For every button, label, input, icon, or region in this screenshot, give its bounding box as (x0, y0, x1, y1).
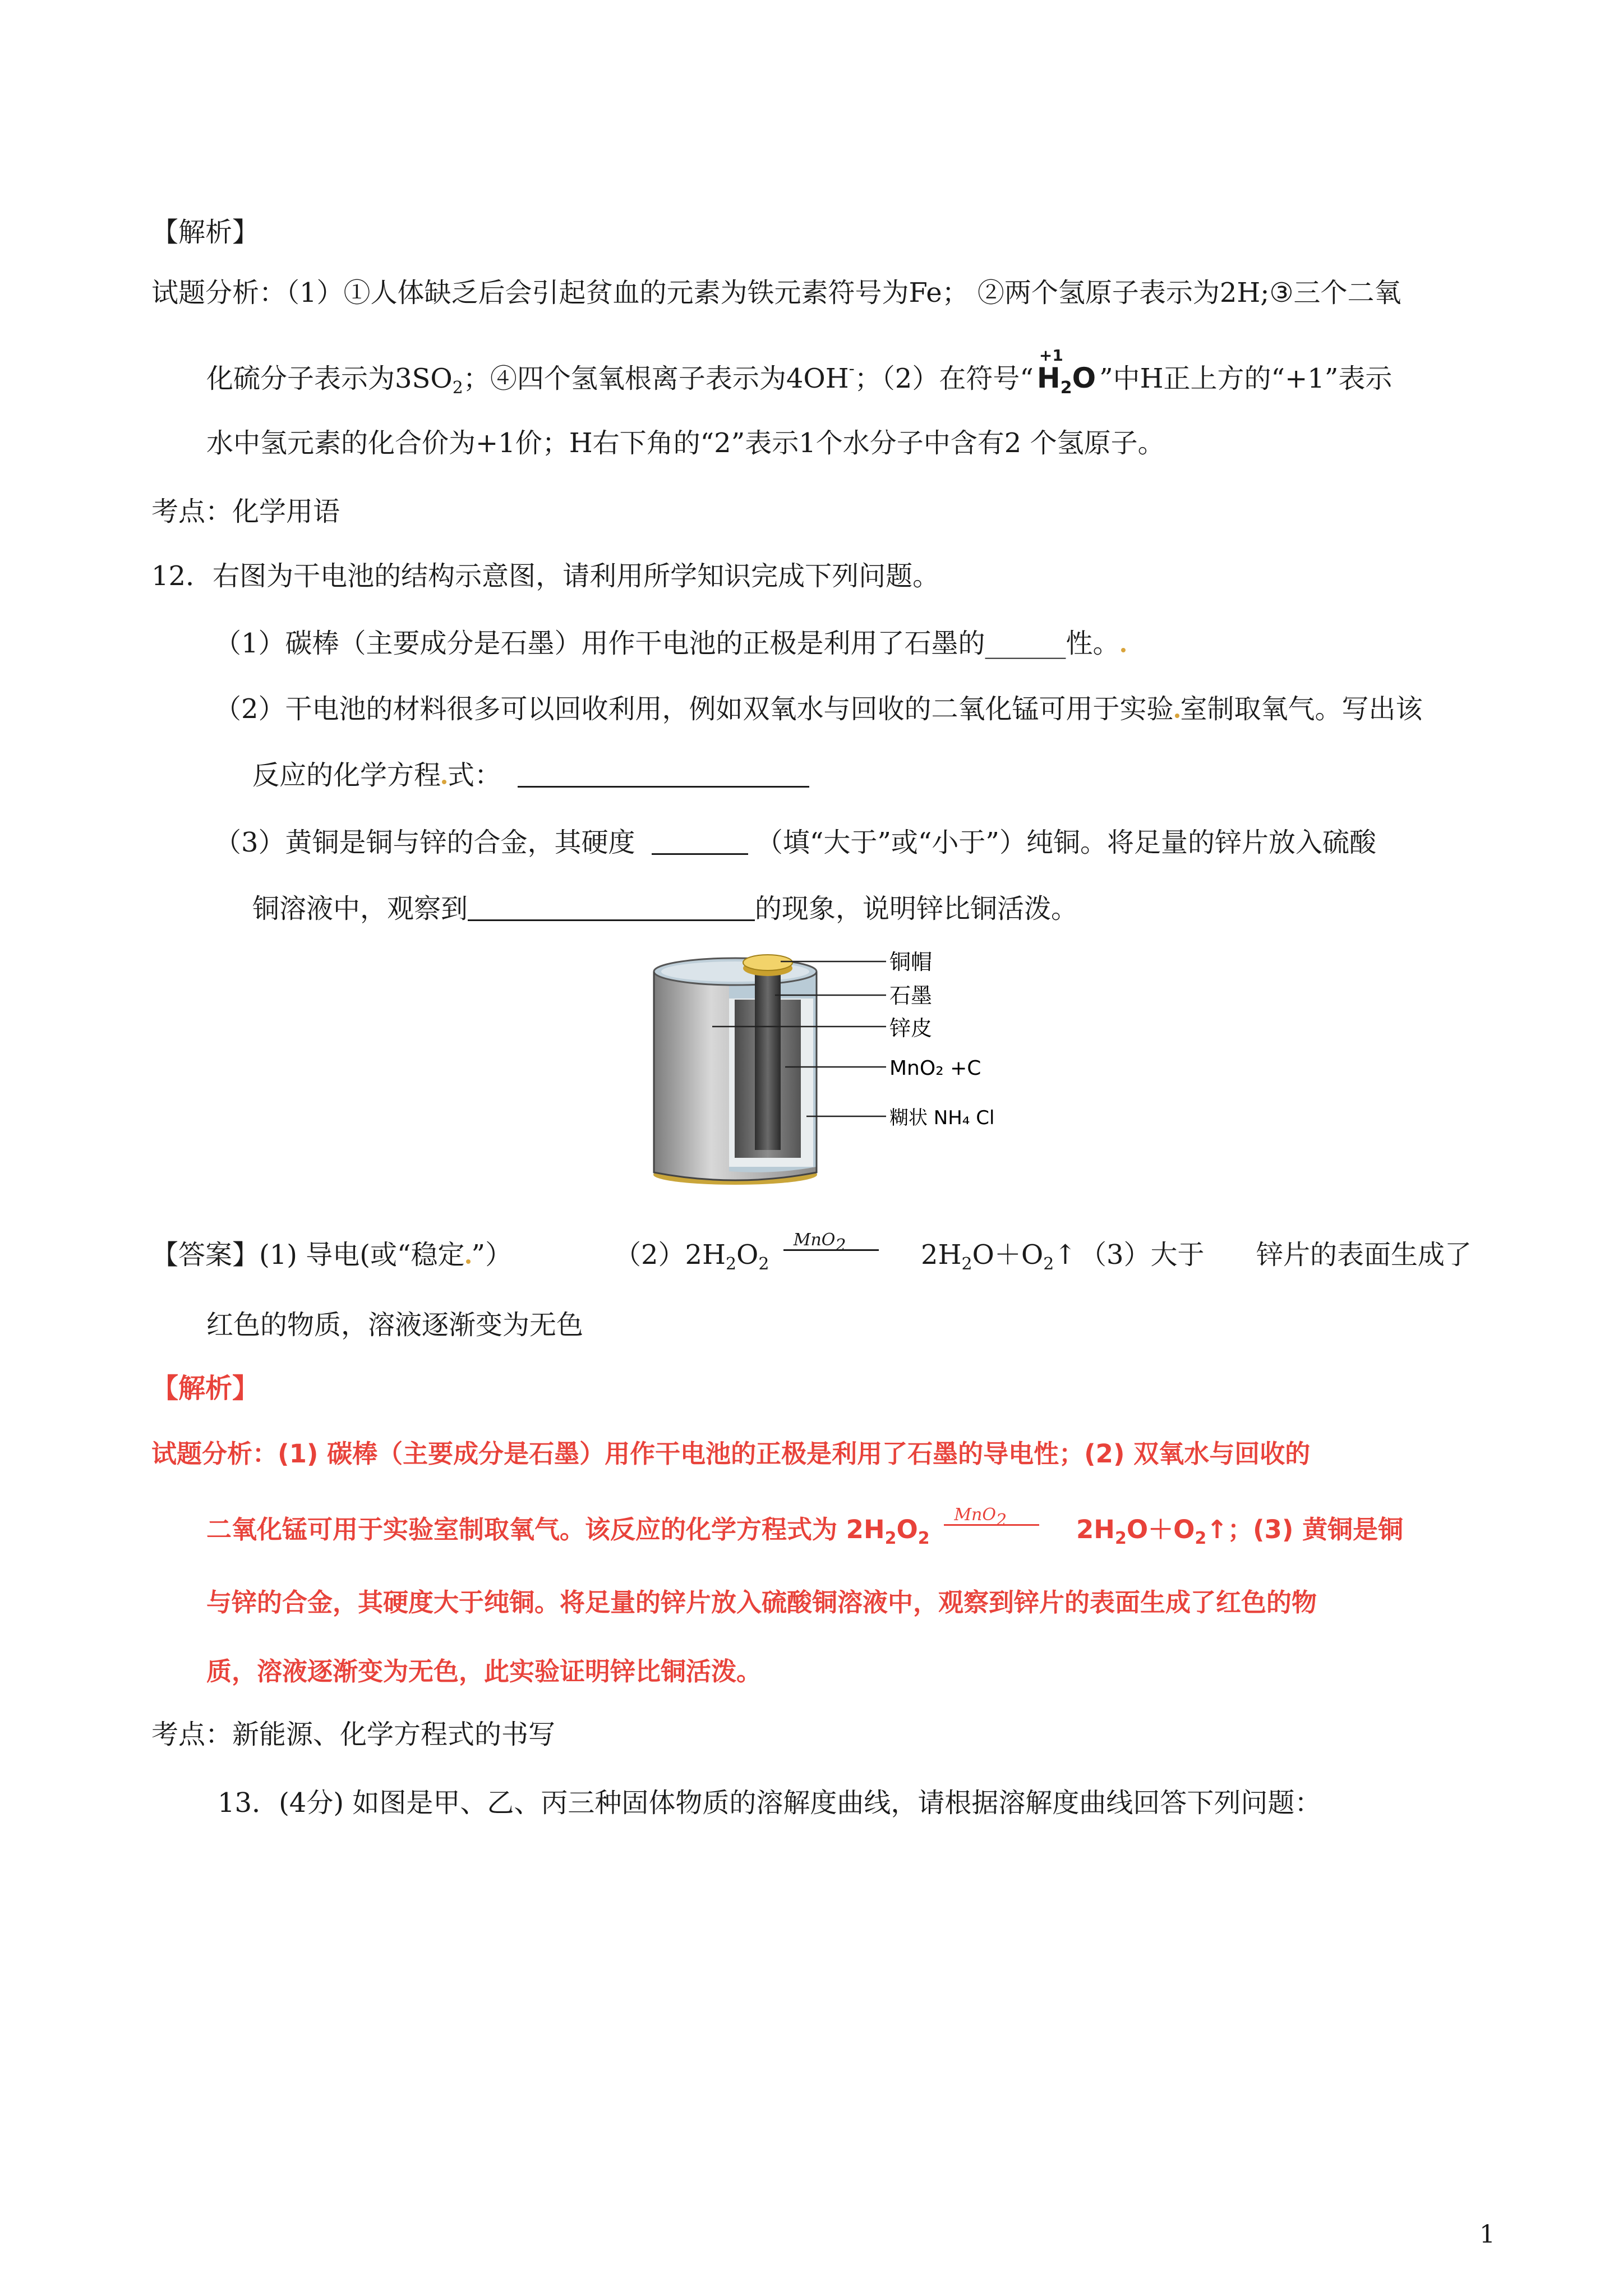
red-analysis-line-3: 与锌的合金，其硬度大于纯铜。将足量的锌片放入硫酸铜溶液中，观察到锌片的表面生成了红色的物 (206, 1588, 1317, 1617)
page-number: 1 (1479, 2220, 1495, 2249)
label-zinc: 锌皮 (889, 1016, 933, 1041)
answer-part3: （3）大于 (1080, 1239, 1205, 1271)
answer-line-1: 【答案】(1) 导电(或“稳定 ”） (151, 1239, 513, 1271)
q12-part2-line2: 反应的化学方程 式： (252, 757, 809, 793)
answer-part3-b: 锌片的表面生成了 (1256, 1239, 1472, 1271)
analysis-line-1: 试题分析：（1）①人体缺乏后会引起贫血的元素为铁元素符号为Fe； ②两个氢原子表示为2H;③三个二氧 (151, 277, 1401, 309)
q13-stem: 13．(4分) 如图是甲、乙、丙三种固体物质的溶解度曲线，请根据溶解度曲线回答下列问题： (218, 1787, 1322, 1819)
red-analysis-line-2: 二氧化锰可用于实验室制取氧气。该反应的化学方程式为 $2H_2O_2$ MnO2 $2H_2O+O_2↑$；(3) 黄铜是铜 (206, 1505, 1404, 1548)
answer-blank-equation[interactable] (518, 758, 809, 788)
analysis-heading: 【解析】 (151, 217, 260, 248)
valence-symbol: +1 $H_2O$ (1036, 346, 1096, 398)
reaction-condition: MnO2 (783, 1237, 879, 1259)
q12-stem: 12．右图为干电池的结构示意图，请利用所学知识完成下列问题。 (151, 560, 940, 592)
answer-blank-hardness[interactable] (652, 825, 748, 855)
ink-dot (1121, 648, 1126, 652)
analysis-line-2: 化硫分子表示为$3SO_2$；④四个氢氧根离子表示为4OH-；（2）在符号“ +1 $H_2O$ ”中H正上方的“+1”表示 (206, 346, 1393, 398)
answer-line-2: 红色的物质，溶液逐渐变为无色 (206, 1309, 584, 1341)
label-copper-cap: 铜帽 (889, 950, 933, 974)
label-nh4cl: 糊状 NH₄ Cl (889, 1107, 995, 1129)
red-analysis-line-4: 质，溶液逐渐变为无色，此实验证明锌比铜活泼。 (206, 1657, 762, 1686)
kaodian-1: 考点：化学用语 (151, 496, 340, 527)
ink-dot (442, 780, 446, 784)
answer-equation: $(2)2H_2O_2$ MnO2 $2H_2O+O_2↑$ (614, 1230, 1077, 1274)
kaodian-2: 考点：新能源、化学方程式的书写 (151, 1719, 556, 1750)
q12-part3-line2: 铜溶液中，观察到 的现象，说明锌比铜活泼。 (252, 891, 1078, 927)
dry-battery-figure (651, 948, 1009, 1189)
red-reaction-condition: MnO2 (944, 1512, 1039, 1534)
q12-part2: （2）干电池的材料很多可以回收利用，例如双氧水与回收的二氧化锰可用于实验 室制取氧气。写出该 (214, 693, 1423, 725)
red-analysis-heading: 【解析】 (151, 1373, 260, 1404)
copper-cap (743, 955, 792, 970)
q12-part3: （3）黄铜是铜与锌的合金，其硬度 （填“大于”或“小于”）纯铜。将足量的锌片放入硫酸 (214, 825, 1376, 861)
answer-blank-phenomenon[interactable] (468, 891, 755, 921)
analysis-line-3: 水中氢元素的化合价为+1价；H右下角的“2”表示1个水分子中含有2 个氢原子。 (206, 427, 1165, 459)
label-mno2: MnO₂ +C (889, 1057, 981, 1080)
ink-dot (466, 1259, 471, 1264)
q12-part1: （1）碳棒（主要成分是石墨）用作干电池的正极是利用了石墨的______性。 (214, 625, 1127, 661)
ink-dot (1175, 714, 1179, 718)
red-analysis-line-1: 试题分析：(1) 碳棒（主要成分是石墨）用作干电池的正极是利用了石墨的导电性；(2) 双氧水与回收的 (151, 1439, 1311, 1469)
label-graphite: 石墨 (889, 983, 933, 1008)
graphite-rod (755, 965, 781, 1150)
